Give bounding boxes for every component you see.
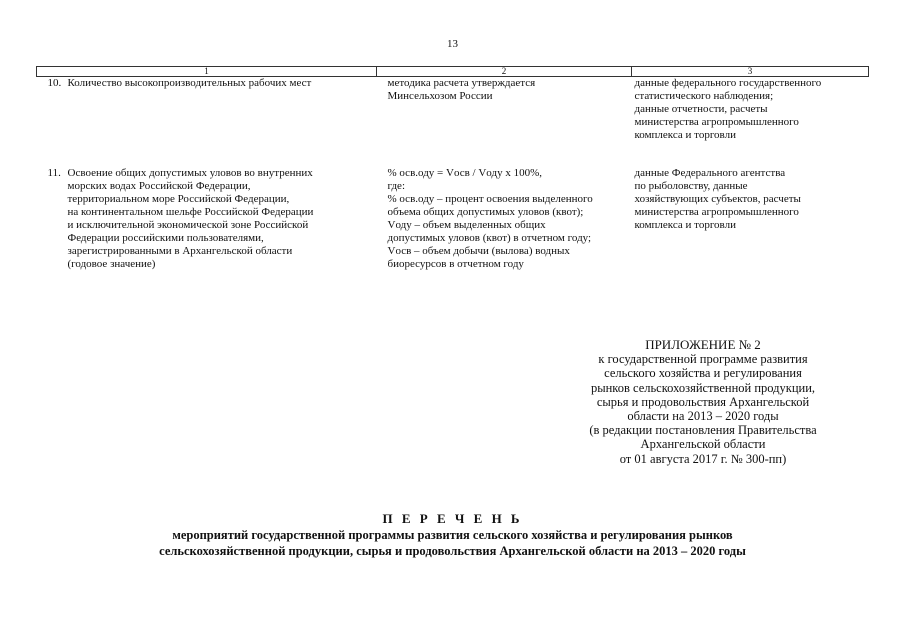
source-text: комплекса и торговли: [634, 129, 736, 141]
column-header-1: 1: [37, 67, 377, 77]
indicator-cell: [37, 167, 377, 271]
method-text: методика расчета утверждается: [387, 77, 536, 89]
indicator-text: зарегистрированными в Архангельской области: [67, 245, 293, 257]
table-row: [37, 77, 869, 168]
indicator-text: и исключительной экономической зоне Российской: [67, 219, 309, 231]
document-heading: [0, 511, 905, 559]
source-text: данные федерального государственного: [634, 77, 822, 89]
indicators-table: [36, 66, 869, 271]
method-cell: [377, 167, 632, 271]
appendix-line: рынков сельскохозяйственной продукции,: [590, 380, 816, 395]
indicator-text: территориальном море Российской Федерации,: [67, 193, 290, 205]
column-header-2: 2: [377, 67, 632, 77]
page-number: 13: [447, 38, 458, 50]
source-cell: [632, 77, 869, 168]
indicator-text: Освоение общих допустимых уловов во внутренних: [67, 167, 313, 179]
appendix-line: к государственной программе развития: [598, 352, 808, 367]
indicator-text: на континентальном шельфе Российской Федерации: [67, 206, 314, 218]
method-cell: [377, 77, 632, 168]
indicator-text: (годовое значение): [67, 258, 156, 270]
source-text: хозяйствующих субъектов, расчеты: [634, 193, 801, 205]
heading-line: мероприятий государственной программы развития сельского хозяйства и регулирования рынков: [172, 528, 733, 542]
indicator-text: Федерации российскими пользователями,: [67, 232, 264, 244]
appendix-line: области на 2013 – 2020 годы: [627, 409, 779, 424]
column-header-3: 3: [632, 67, 869, 77]
row-number: 11.: [47, 167, 61, 179]
method-text: биоресурсов в отчетном году: [387, 258, 524, 270]
appendix-line: Архангельской области: [640, 437, 766, 452]
heading-title: П Е Р Е Ч Е Н Ь: [382, 511, 523, 526]
method-text: где:: [387, 180, 405, 192]
appendix-block: [550, 338, 856, 466]
indicator-cell: [37, 77, 377, 168]
indicator-text: морских водах Российской Федерации,: [67, 180, 251, 192]
appendix-title: ПРИЛОЖЕНИЕ № 2: [645, 337, 761, 352]
method-text: % осв.оду = Vосв / Vоду x 100%,: [387, 167, 542, 179]
source-cell: [632, 167, 869, 271]
appendix-line: от 01 августа 2017 г. № 300-пп): [619, 451, 787, 466]
source-text: статистического наблюдения;: [634, 90, 774, 102]
heading-line: сельскохозяйственной продукции, сырья и продовольствия Архангельской области на 2013 – 2020 годы: [159, 544, 746, 558]
method-text: допустимых уловов (квот) в отчетном году;: [387, 232, 592, 244]
appendix-line: (в редакции постановления Правительства: [589, 423, 817, 438]
method-text: % осв.оду – процент освоения выделенного: [387, 193, 593, 205]
source-text: по рыболовству, данные: [634, 180, 748, 192]
source-text: министерства агропромышленного: [634, 206, 799, 218]
table-row: [37, 167, 869, 271]
source-text: данные Федерального агентства: [634, 167, 786, 179]
appendix-line: сельского хозяйства и регулирования: [604, 366, 802, 381]
method-text: Vоду – объем выделенных общих: [387, 219, 546, 231]
table-header-row: [37, 67, 869, 77]
source-text: министерства агропромышленного: [634, 116, 799, 128]
method-text: Vосв – объем добычи (вылова) водных: [387, 245, 570, 257]
appendix-line: сырья и продовольствия Архангельской: [596, 394, 810, 409]
row-number: 10.: [47, 77, 62, 89]
method-text: объема общих допустимых уловов (квот);: [387, 206, 584, 218]
indicator-text: Количество высокопроизводительных рабочих мест: [67, 77, 312, 89]
source-text: комплекса и торговли: [634, 219, 736, 231]
source-text: данные отчетности, расчеты: [634, 103, 768, 115]
method-text: Минсельхозом России: [387, 90, 493, 102]
